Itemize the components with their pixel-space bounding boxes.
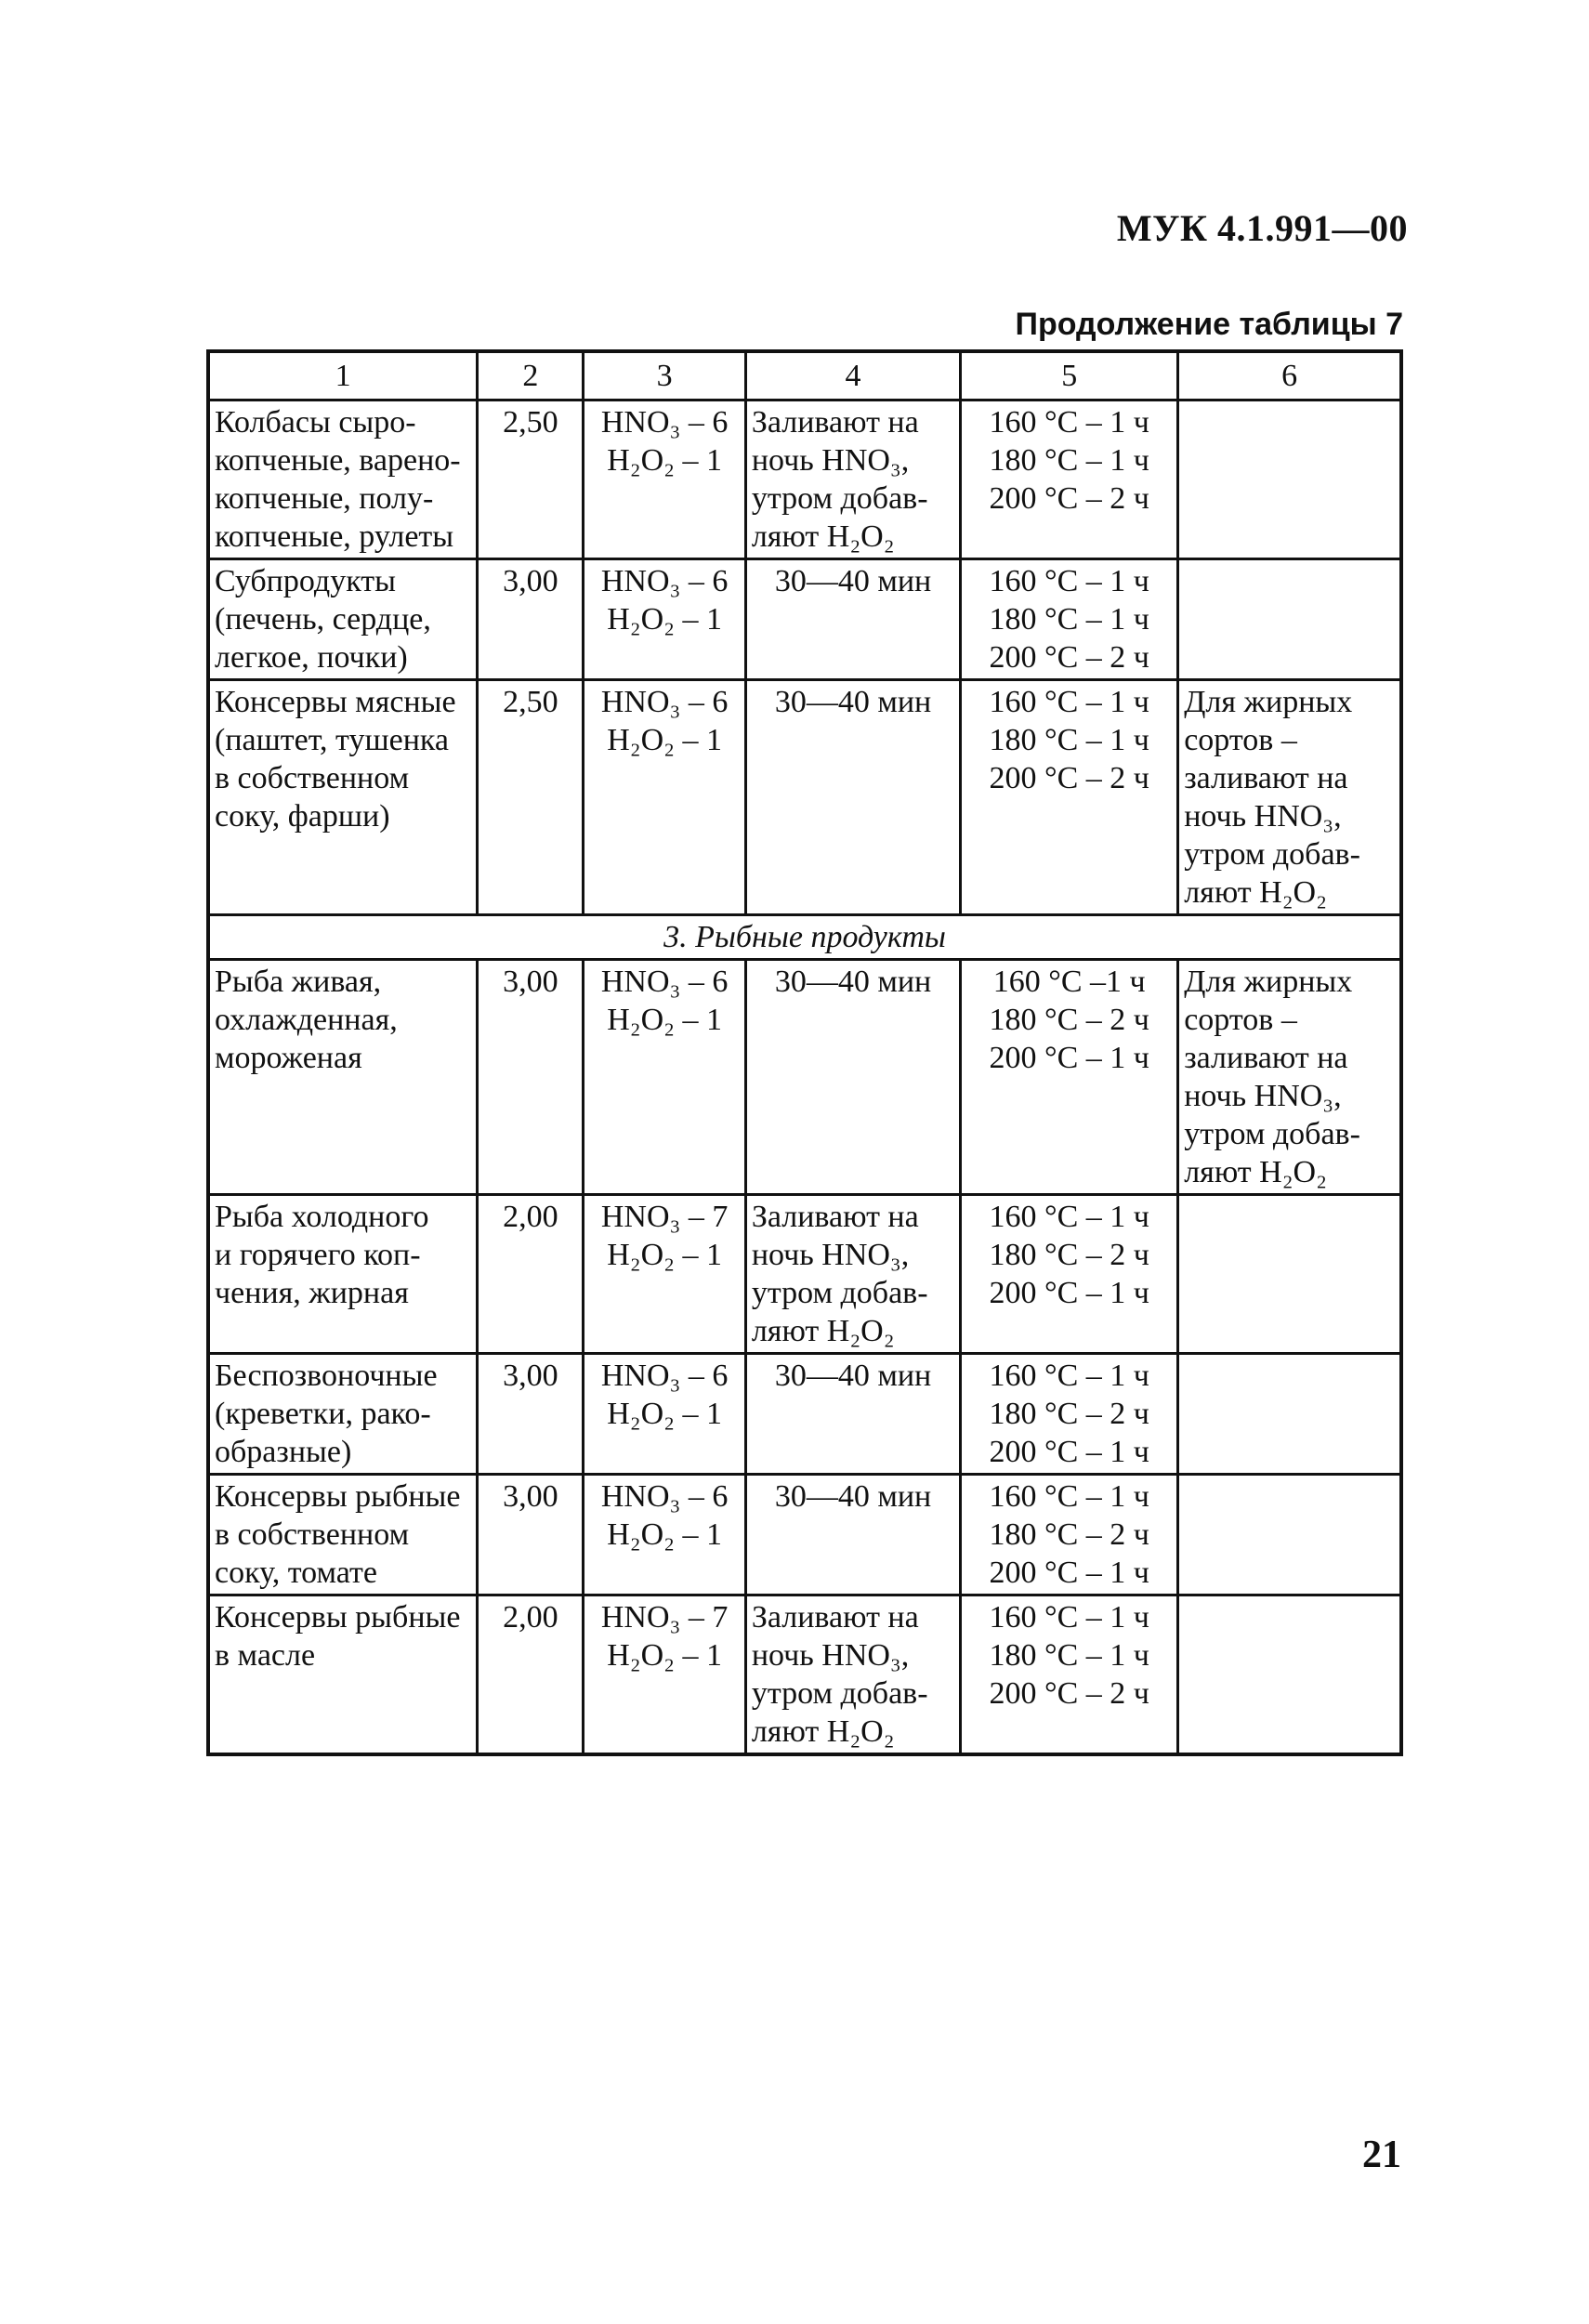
note-cell-line: сортов – xyxy=(1184,1003,1297,1037)
product-cell-line: (паштет, тушенка xyxy=(215,723,450,757)
note-cell xyxy=(1178,559,1401,680)
regime-cell xyxy=(961,1354,1178,1475)
treatment-cell xyxy=(745,1354,960,1475)
regime-cell-line: 200 °C – 1 ч xyxy=(989,1041,1149,1075)
document-code: МУК 4.1.991—00 xyxy=(1116,207,1408,249)
mass-cell: 2,50 xyxy=(478,680,584,915)
product-cell xyxy=(208,1354,478,1475)
reagents-cell xyxy=(584,1595,745,1755)
regime-cell-line: 200 °C – 2 ч xyxy=(989,481,1149,516)
product-cell xyxy=(208,400,478,559)
regime-cell xyxy=(961,1595,1178,1755)
table-row xyxy=(208,1354,1401,1475)
regime-cell-line: 160 °C – 1 ч xyxy=(989,405,1149,440)
treatment-cell xyxy=(745,680,960,915)
note-cell xyxy=(1178,1354,1401,1475)
mass-cell: 2,00 xyxy=(478,1195,584,1354)
treatment-cell-line: Заливают на xyxy=(751,1600,919,1635)
section-title: 3. Рыбные продукты xyxy=(208,915,1401,960)
page-number: 21 xyxy=(1362,2134,1401,2176)
note-cell-line: Для жирных xyxy=(1184,965,1353,999)
reagents-cell-line: HNO₃ – 6 xyxy=(600,405,729,440)
product-cell-line: и горячего коп- xyxy=(215,1238,421,1272)
reagents-table xyxy=(206,349,1403,1756)
treatment-cell-line: Заливают на xyxy=(751,405,919,440)
product-cell-line: в масле xyxy=(215,1638,316,1673)
mass-cell: 3,00 xyxy=(478,559,584,680)
treatment-cell xyxy=(745,1475,960,1595)
section-row xyxy=(208,915,1401,960)
regime-cell-line: 180 °C – 2 ч xyxy=(989,1397,1149,1431)
regime-cell-line: 200 °C – 2 ч xyxy=(989,1676,1149,1711)
regime-cell-line: 180 °C – 2 ч xyxy=(989,1517,1149,1552)
product-cell-line: копченые, рулеты xyxy=(215,519,454,554)
treatment-cell-line: 30—40 мин xyxy=(774,1359,932,1393)
regime-cell-line: 180 °C – 2 ч xyxy=(989,1003,1149,1037)
reagents-cell-line: H₂O₂ – 1 xyxy=(607,1517,723,1552)
reagents-cell-line: HNO₃ – 7 xyxy=(600,1200,729,1234)
reagents-cell-line: H₂O₂ – 1 xyxy=(607,1397,723,1431)
reagents-cell-line: HNO₃ – 6 xyxy=(600,685,729,719)
note-cell-line: ляют H₂O₂ xyxy=(1184,1155,1327,1189)
reagents-cell-line: H₂O₂ – 1 xyxy=(607,443,723,478)
reagents-cell xyxy=(584,680,745,915)
product-cell-line: (креветки, рако- xyxy=(215,1397,431,1431)
regime-cell-line: 180 °C – 1 ч xyxy=(989,443,1149,478)
regime-cell-line: 180 °C – 1 ч xyxy=(989,1638,1149,1673)
treatment-cell-line: ляют H₂O₂ xyxy=(751,1714,895,1749)
treatment-cell xyxy=(745,400,960,559)
product-cell xyxy=(208,680,478,915)
product-cell-line: Рыба живая, xyxy=(215,965,382,999)
treatment-cell-line: ляют H₂O₂ xyxy=(751,1314,895,1348)
note-cell xyxy=(1178,680,1401,915)
product-cell-line: соку, фарши) xyxy=(215,799,390,834)
regime-cell xyxy=(961,960,1178,1195)
product-cell-line: Рыба холодного xyxy=(215,1200,429,1234)
product-cell xyxy=(208,1475,478,1595)
table-row xyxy=(208,1595,1401,1755)
fish-products-rows xyxy=(208,960,1401,1755)
treatment-cell-line: ночь HNO₃, xyxy=(751,1638,910,1673)
column-header-1: 1 xyxy=(208,351,478,400)
treatment-cell xyxy=(745,1595,960,1755)
regime-cell xyxy=(961,1475,1178,1595)
table-row xyxy=(208,680,1401,915)
product-cell xyxy=(208,1195,478,1354)
regime-cell-line: 160 °C –1 ч xyxy=(992,965,1146,999)
regime-cell-line: 200 °C – 1 ч xyxy=(989,1276,1149,1310)
mass-cell: 2,00 xyxy=(478,1595,584,1755)
regime-cell xyxy=(961,1195,1178,1354)
product-cell-line: в собственном xyxy=(215,1517,410,1552)
product-cell-line: Субпродукты xyxy=(215,564,396,598)
product-cell-line: Консервы рыбные xyxy=(215,1600,461,1635)
note-cell-line: заливают на xyxy=(1184,1041,1348,1075)
product-cell-line: копченые, варено- xyxy=(215,443,461,478)
treatment-cell-line: 30—40 мин xyxy=(774,1479,932,1514)
note-cell-line: заливают на xyxy=(1184,761,1348,795)
product-cell-line: легкое, почки) xyxy=(215,640,408,675)
note-cell-line: Для жирных xyxy=(1184,685,1353,719)
note-cell-line: ляют H₂O₂ xyxy=(1184,875,1327,910)
product-cell-line: в собственном xyxy=(215,761,410,795)
reagents-cell xyxy=(584,1475,745,1595)
mass-cell: 3,00 xyxy=(478,1475,584,1595)
treatment-cell-line: ночь HNO₃, xyxy=(751,443,910,478)
reagents-cell-line: HNO₃ – 6 xyxy=(600,1359,729,1393)
table-continuation-label: Продолжение таблицы 7 xyxy=(1015,307,1403,342)
mass-cell: 3,00 xyxy=(478,960,584,1195)
product-cell xyxy=(208,960,478,1195)
regime-cell xyxy=(961,559,1178,680)
reagents-cell-line: H₂O₂ – 1 xyxy=(607,1638,723,1673)
meat-products-rows xyxy=(208,400,1401,915)
reagents-cell xyxy=(584,1195,745,1354)
treatment-cell xyxy=(745,559,960,680)
regime-cell-line: 200 °C – 2 ч xyxy=(989,761,1149,795)
reagents-cell xyxy=(584,400,745,559)
regime-cell-line: 160 °C – 1 ч xyxy=(989,685,1149,719)
treatment-cell-line: утром добав- xyxy=(751,481,928,516)
product-cell-line: образные) xyxy=(215,1435,352,1469)
note-cell-line: ночь HNO₃, xyxy=(1184,1079,1342,1113)
regime-cell-line: 200 °C – 1 ч xyxy=(989,1556,1149,1590)
product-cell-line: (печень, сердце, xyxy=(215,602,431,637)
table-row xyxy=(208,1195,1401,1354)
regime-cell-line: 160 °C – 1 ч xyxy=(989,1479,1149,1514)
table-row xyxy=(208,559,1401,680)
mass-cell: 2,50 xyxy=(478,400,584,559)
regime-cell-line: 180 °C – 2 ч xyxy=(989,1238,1149,1272)
reagents-cell xyxy=(584,559,745,680)
reagents-cell-line: H₂O₂ – 1 xyxy=(607,602,723,637)
regime-cell-line: 200 °C – 2 ч xyxy=(989,640,1149,675)
note-cell-line: сортов – xyxy=(1184,723,1297,757)
product-cell-line: охлажденная, xyxy=(215,1003,398,1037)
column-header-6: 6 xyxy=(1178,351,1401,400)
treatment-cell-line: 30—40 мин xyxy=(774,564,932,598)
product-cell-line: Беспозвоночные xyxy=(215,1359,438,1393)
product-cell-line: чения, жирная xyxy=(215,1276,409,1310)
note-cell-line: ночь HNO₃, xyxy=(1184,799,1342,834)
product-cell-line: мороженая xyxy=(215,1041,362,1075)
reagents-cell xyxy=(584,960,745,1195)
regime-cell-line: 200 °C – 1 ч xyxy=(989,1435,1149,1469)
regime-cell xyxy=(961,680,1178,915)
product-cell-line: соку, томате xyxy=(215,1556,377,1590)
table-header-row xyxy=(208,351,1401,400)
reagents-cell-line: HNO₃ – 7 xyxy=(600,1600,729,1635)
treatment-cell-line: 30—40 мин xyxy=(774,685,932,719)
reagents-cell-line: HNO₃ – 6 xyxy=(600,1479,729,1514)
table-row xyxy=(208,400,1401,559)
regime-cell-line: 160 °C – 1 ч xyxy=(989,564,1149,598)
column-header-3: 3 xyxy=(584,351,745,400)
product-cell xyxy=(208,1595,478,1755)
reagents-cell-line: H₂O₂ – 1 xyxy=(607,1003,723,1037)
mass-cell: 3,00 xyxy=(478,1354,584,1475)
reagents-cell xyxy=(584,1354,745,1475)
product-cell-line: Консервы рыбные xyxy=(215,1479,461,1514)
treatment-cell-line: Заливают на xyxy=(751,1200,919,1234)
product-cell-line: Консервы мясные xyxy=(215,685,456,719)
regime-cell-line: 160 °C – 1 ч xyxy=(989,1600,1149,1635)
table-row xyxy=(208,960,1401,1195)
reagents-cell-line: HNO₃ – 6 xyxy=(600,564,729,598)
column-header-5: 5 xyxy=(961,351,1178,400)
regime-cell xyxy=(961,400,1178,559)
regime-cell-line: 160 °C – 1 ч xyxy=(989,1200,1149,1234)
note-cell-line: утром добав- xyxy=(1184,1117,1360,1151)
table-row xyxy=(208,1475,1401,1595)
reagents-cell-line: HNO₃ – 6 xyxy=(600,965,729,999)
column-header-4: 4 xyxy=(745,351,960,400)
note-cell xyxy=(1178,1195,1401,1354)
note-cell-line: утром добав- xyxy=(1184,837,1360,872)
regime-cell-line: 160 °C – 1 ч xyxy=(989,1359,1149,1393)
treatment-cell-line: ляют H₂O₂ xyxy=(751,519,895,554)
treatment-cell xyxy=(745,960,960,1195)
note-cell xyxy=(1178,960,1401,1195)
product-cell-line: копченые, полу- xyxy=(215,481,434,516)
note-cell xyxy=(1178,1475,1401,1595)
regime-cell-line: 180 °C – 1 ч xyxy=(989,723,1149,757)
column-header-2: 2 xyxy=(478,351,584,400)
product-cell xyxy=(208,559,478,680)
note-cell xyxy=(1178,400,1401,559)
note-cell xyxy=(1178,1595,1401,1755)
product-cell-line: Колбасы сыро- xyxy=(215,405,416,440)
treatment-cell-line: утром добав- xyxy=(751,1276,928,1310)
treatment-cell-line: ночь HNO₃, xyxy=(751,1238,910,1272)
regime-cell-line: 180 °C – 1 ч xyxy=(989,602,1149,637)
reagents-cell-line: H₂O₂ – 1 xyxy=(607,1238,723,1272)
treatment-cell-line: 30—40 мин xyxy=(774,965,932,999)
reagents-cell-line: H₂O₂ – 1 xyxy=(607,723,723,757)
treatment-cell-line: утром добав- xyxy=(751,1676,928,1711)
treatment-cell xyxy=(745,1195,960,1354)
